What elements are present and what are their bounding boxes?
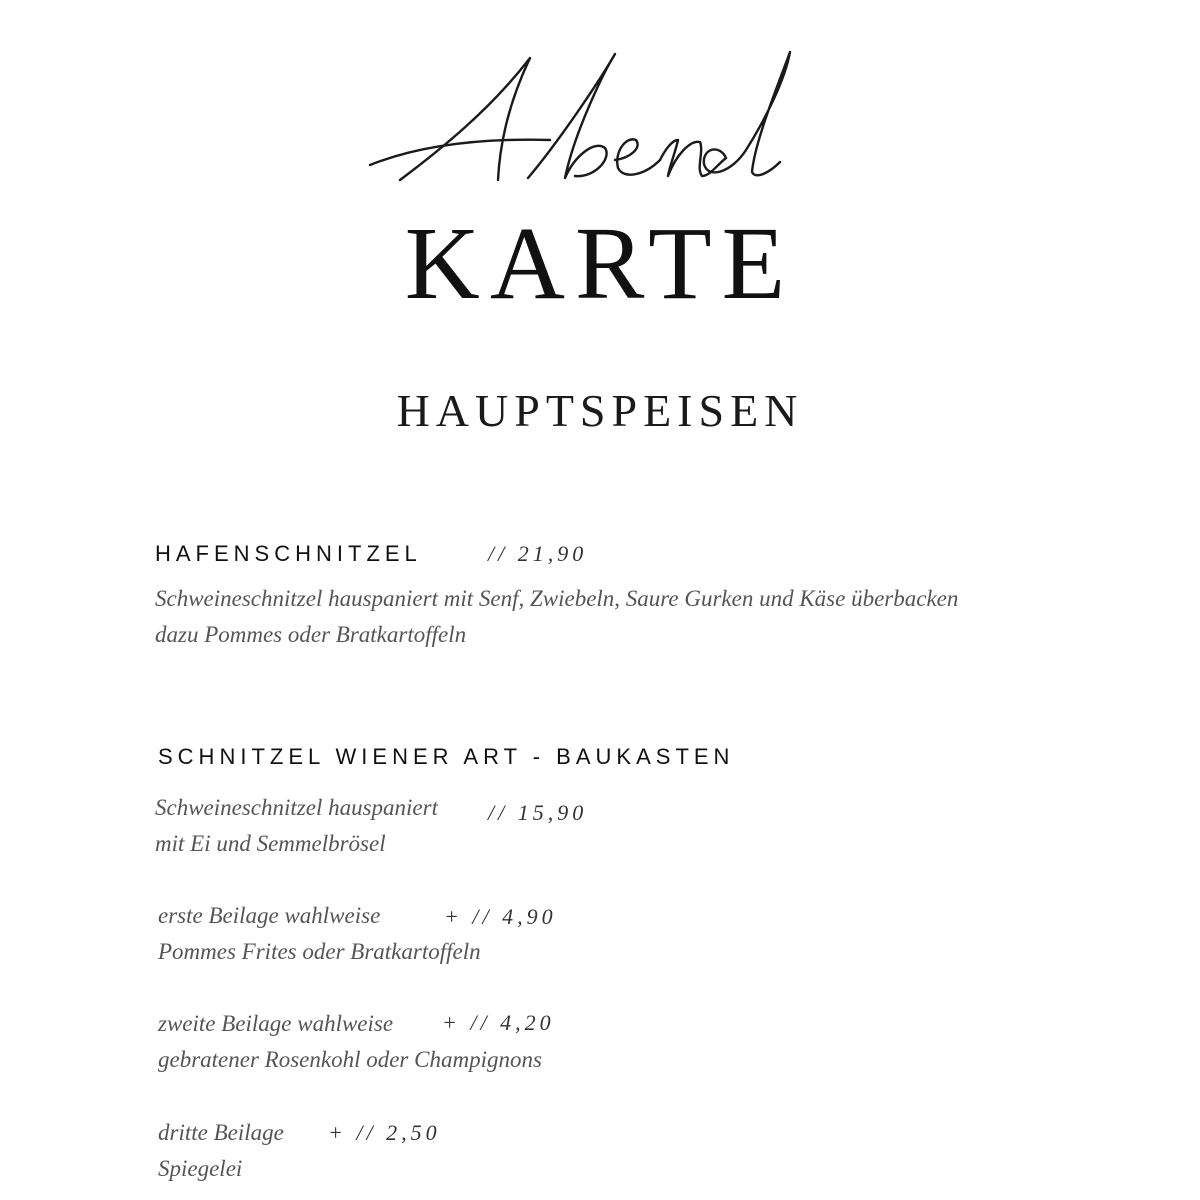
option-price-third-side: + // 2,50	[328, 1120, 441, 1145]
option-line: gebratener Rosenkohl oder Champignons	[158, 1047, 542, 1072]
option-line: zweite Beilage wahlweise	[158, 1011, 394, 1036]
option-line: Pommes Frites oder Bratkartoffeln	[158, 939, 481, 964]
section-title: HAUPTSPEISEN	[396, 385, 804, 436]
option-price-first-side: + // 4,90	[444, 904, 557, 929]
item-name-schnitzel-wiener-art: SCHNITZEL WIENER ART - BAUKASTEN	[158, 744, 735, 769]
option-schnitzel	[155, 790, 438, 862]
description-line: Schweineschnitzel hauspaniert mit Senf, Zwiebeln, Saure Gurken und Käse überbacken	[155, 586, 959, 611]
option-price-second-side: + // 4,20	[442, 1010, 555, 1035]
option-third-side	[158, 1115, 284, 1187]
script-title-abend	[0, 40, 1200, 210]
page-title: KARTE	[404, 206, 796, 321]
item-name-hafenschnitzel: HAFENSCHNITZEL	[155, 541, 422, 566]
option-line: Schweineschnitzel hauspaniert	[155, 795, 438, 820]
item-description-hafenschnitzel	[155, 581, 958, 653]
option-first-side	[158, 898, 481, 970]
abend-handwriting	[360, 40, 840, 210]
option-price-schnitzel: // 15,90	[488, 800, 588, 825]
description-line: dazu Pommes oder Bratkartoffeln	[155, 622, 467, 647]
option-line: Spiegelei	[158, 1156, 243, 1181]
option-line: mit Ei und Semmelbrösel	[155, 831, 386, 856]
option-line: dritte Beilage	[158, 1120, 284, 1145]
option-line: erste Beilage wahlweise	[158, 903, 381, 928]
item-price-hafenschnitzel: // 21,90	[488, 541, 588, 566]
